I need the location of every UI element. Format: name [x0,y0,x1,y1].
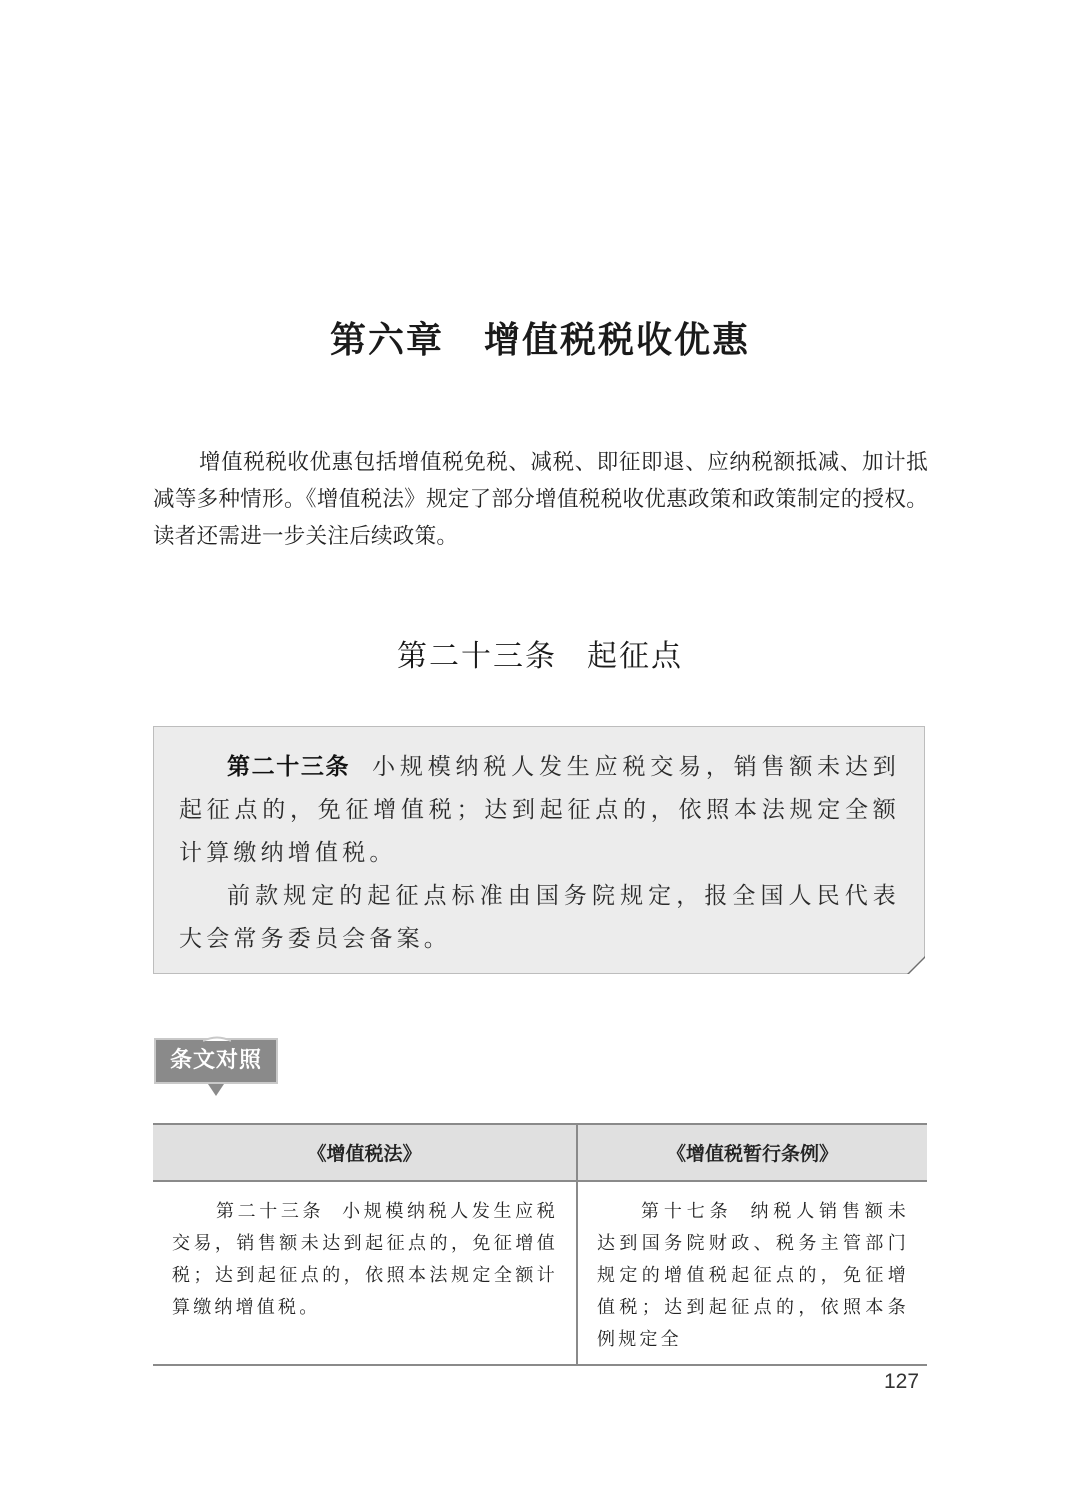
chapter-number: 第六章 [329,320,444,361]
article-paragraph-2: 前款规定的起征点标准由国务院规定，报全国人民代表大会常务委员会备案。 [179,883,900,952]
chapter-name: 增值税税收优惠 [484,320,751,361]
header-vat-interim-regulations: 《增值税暂行条例》 [577,1124,927,1181]
chapter-title [0,312,1080,363]
cell-vat-interim-regulations: 第十七条 纳税人销售额未达到国务院财政、税务主管部门规定的增值税起征点的，免征增值税；达到起征点的，依照本条例规定全 [577,1181,927,1365]
header-vat-law: 《增值税法》 [153,1124,577,1181]
page-curl-cut [908,957,926,975]
book-notch-icon [203,1036,231,1042]
section-number: 第二十三条 [397,639,557,674]
comparison-table [153,1123,927,1366]
comparison-badge: 条文对照 [154,1038,278,1084]
article-text-box [153,726,925,974]
intro-paragraph: 增值税税收优惠包括增值税免税、减税、即征即退、应纳税额抵减、加计抵减等多种情形。《增值税法》规定了部分增值税税收优惠政策和政策制定的授权。读者还需进一步关注后续政策。 [153,450,928,549]
table-header-row [153,1124,927,1181]
article-paragraph-1: 第二十三条 小规模纳税人发生应税交易，销售额未达到起征点的，免征增值税；达到起征点的，依照本法规定全额计算缴纳增值税。 [179,754,900,866]
article-lead: 第二十三条 [227,754,351,780]
section-title [0,631,1080,675]
cell-vat-law: 第二十三条 小规模纳税人发生应税交易，销售额未达到起征点的，免征增值税；达到起征点的，依照本法规定全额计算缴纳增值税。 [153,1181,577,1365]
badge-pointer-icon [208,1084,224,1096]
table-row [153,1181,927,1365]
section-name: 起征点 [587,639,683,674]
page-number: 127 [884,1370,920,1393]
